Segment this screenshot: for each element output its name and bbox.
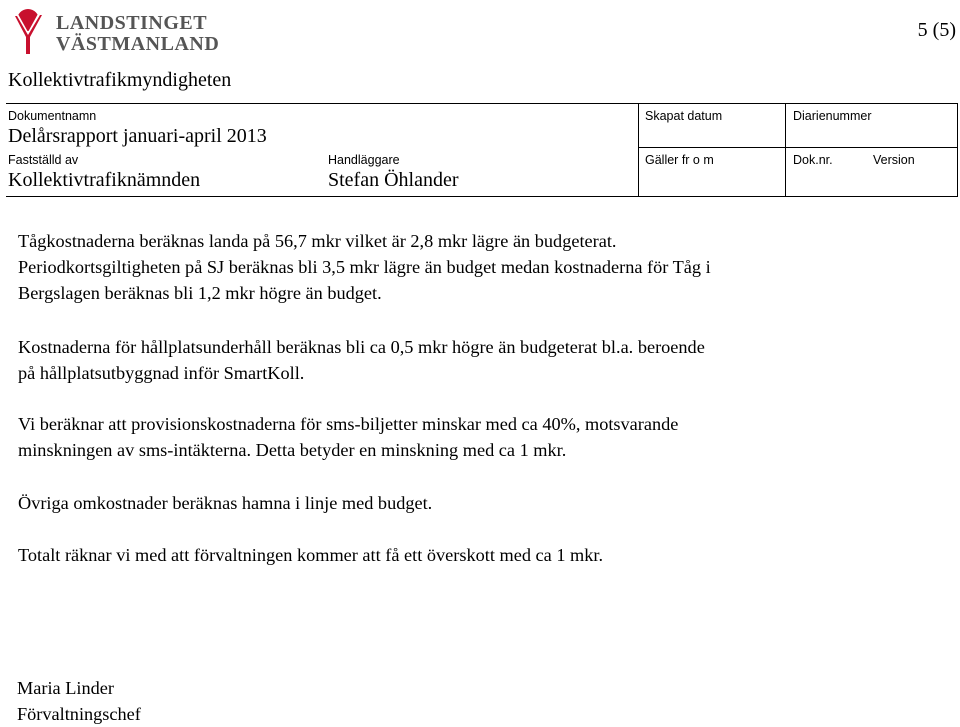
document-header-table xyxy=(6,103,958,197)
doc-name-label: Dokumentnamn xyxy=(8,109,97,123)
logo xyxy=(6,6,220,60)
doc-name-value: Delårsrapport januari-april 2013 xyxy=(8,125,267,147)
handler-label: Handläggare xyxy=(328,153,400,167)
paragraph-other-costs xyxy=(18,490,432,516)
paragraph-train-costs xyxy=(18,228,711,306)
table-divider xyxy=(957,104,958,196)
approved-by-value: Kollektivtrafiknämnden xyxy=(8,169,201,191)
table-divider xyxy=(638,147,958,148)
text-line: på hållplatsutbyggnad inför SmartKoll. xyxy=(18,363,305,383)
organization-name: Kollektivtrafikmyndigheten xyxy=(8,69,232,91)
diary-number-label: Diarienummer xyxy=(793,109,872,123)
text-line: Bergslagen beräknas bli 1,2 mkr högre än budget. xyxy=(18,283,382,303)
text-line: Tågkostnaderna beräknas landa på 56,7 mkr vilket är 2,8 mkr lägre än budgeterat. xyxy=(18,231,617,251)
created-date-label: Skapat datum xyxy=(645,109,723,123)
paragraph-sms-tickets xyxy=(18,411,678,463)
signature xyxy=(17,675,141,727)
doc-number-label: Dok.nr. xyxy=(793,153,833,167)
text-line: Periodkortsgiltigheten på SJ beräknas bli 3,5 mkr lägre än budget medan kostnaderna för Tåg i xyxy=(18,257,711,277)
handler-value: Stefan Öhlander xyxy=(328,169,459,191)
page-number: 5 (5) xyxy=(917,19,956,41)
text-line: Kostnaderna för hållplatsunderhåll beräknas bli ca 0,5 mkr högre än budgeterat bl.a. beroende xyxy=(18,337,705,357)
text-line: minskningen av sms-intäkterna. Detta betyder en minskning med ca 1 mkr. xyxy=(18,440,567,460)
logo-line-2: VÄSTMANLAND xyxy=(56,33,220,55)
signature-name: Maria Linder xyxy=(17,678,114,698)
valid-from-label: Gäller fr o m xyxy=(645,153,714,167)
approved-by-label: Fastställd av xyxy=(8,153,79,167)
text-line: Totalt räknar vi med att förvaltningen kommer att få ett överskott med ca 1 mkr. xyxy=(18,545,604,565)
signature-title: Förvaltningschef xyxy=(17,704,141,724)
version-label: Version xyxy=(873,153,915,167)
logo-line-1: LANDSTINGET xyxy=(56,12,208,34)
table-divider xyxy=(785,104,786,196)
paragraph-total xyxy=(18,542,603,568)
text-line: Övriga omkostnader beräknas hamna i linje med budget. xyxy=(18,493,433,513)
table-divider xyxy=(638,104,639,196)
paragraph-stop-maintenance xyxy=(18,334,705,386)
text-line: Vi beräknar att provisionskostnaderna för sms-biljetter minskar med ca 40%, motsvarande xyxy=(18,414,679,434)
logo-emblem-icon xyxy=(6,6,54,58)
